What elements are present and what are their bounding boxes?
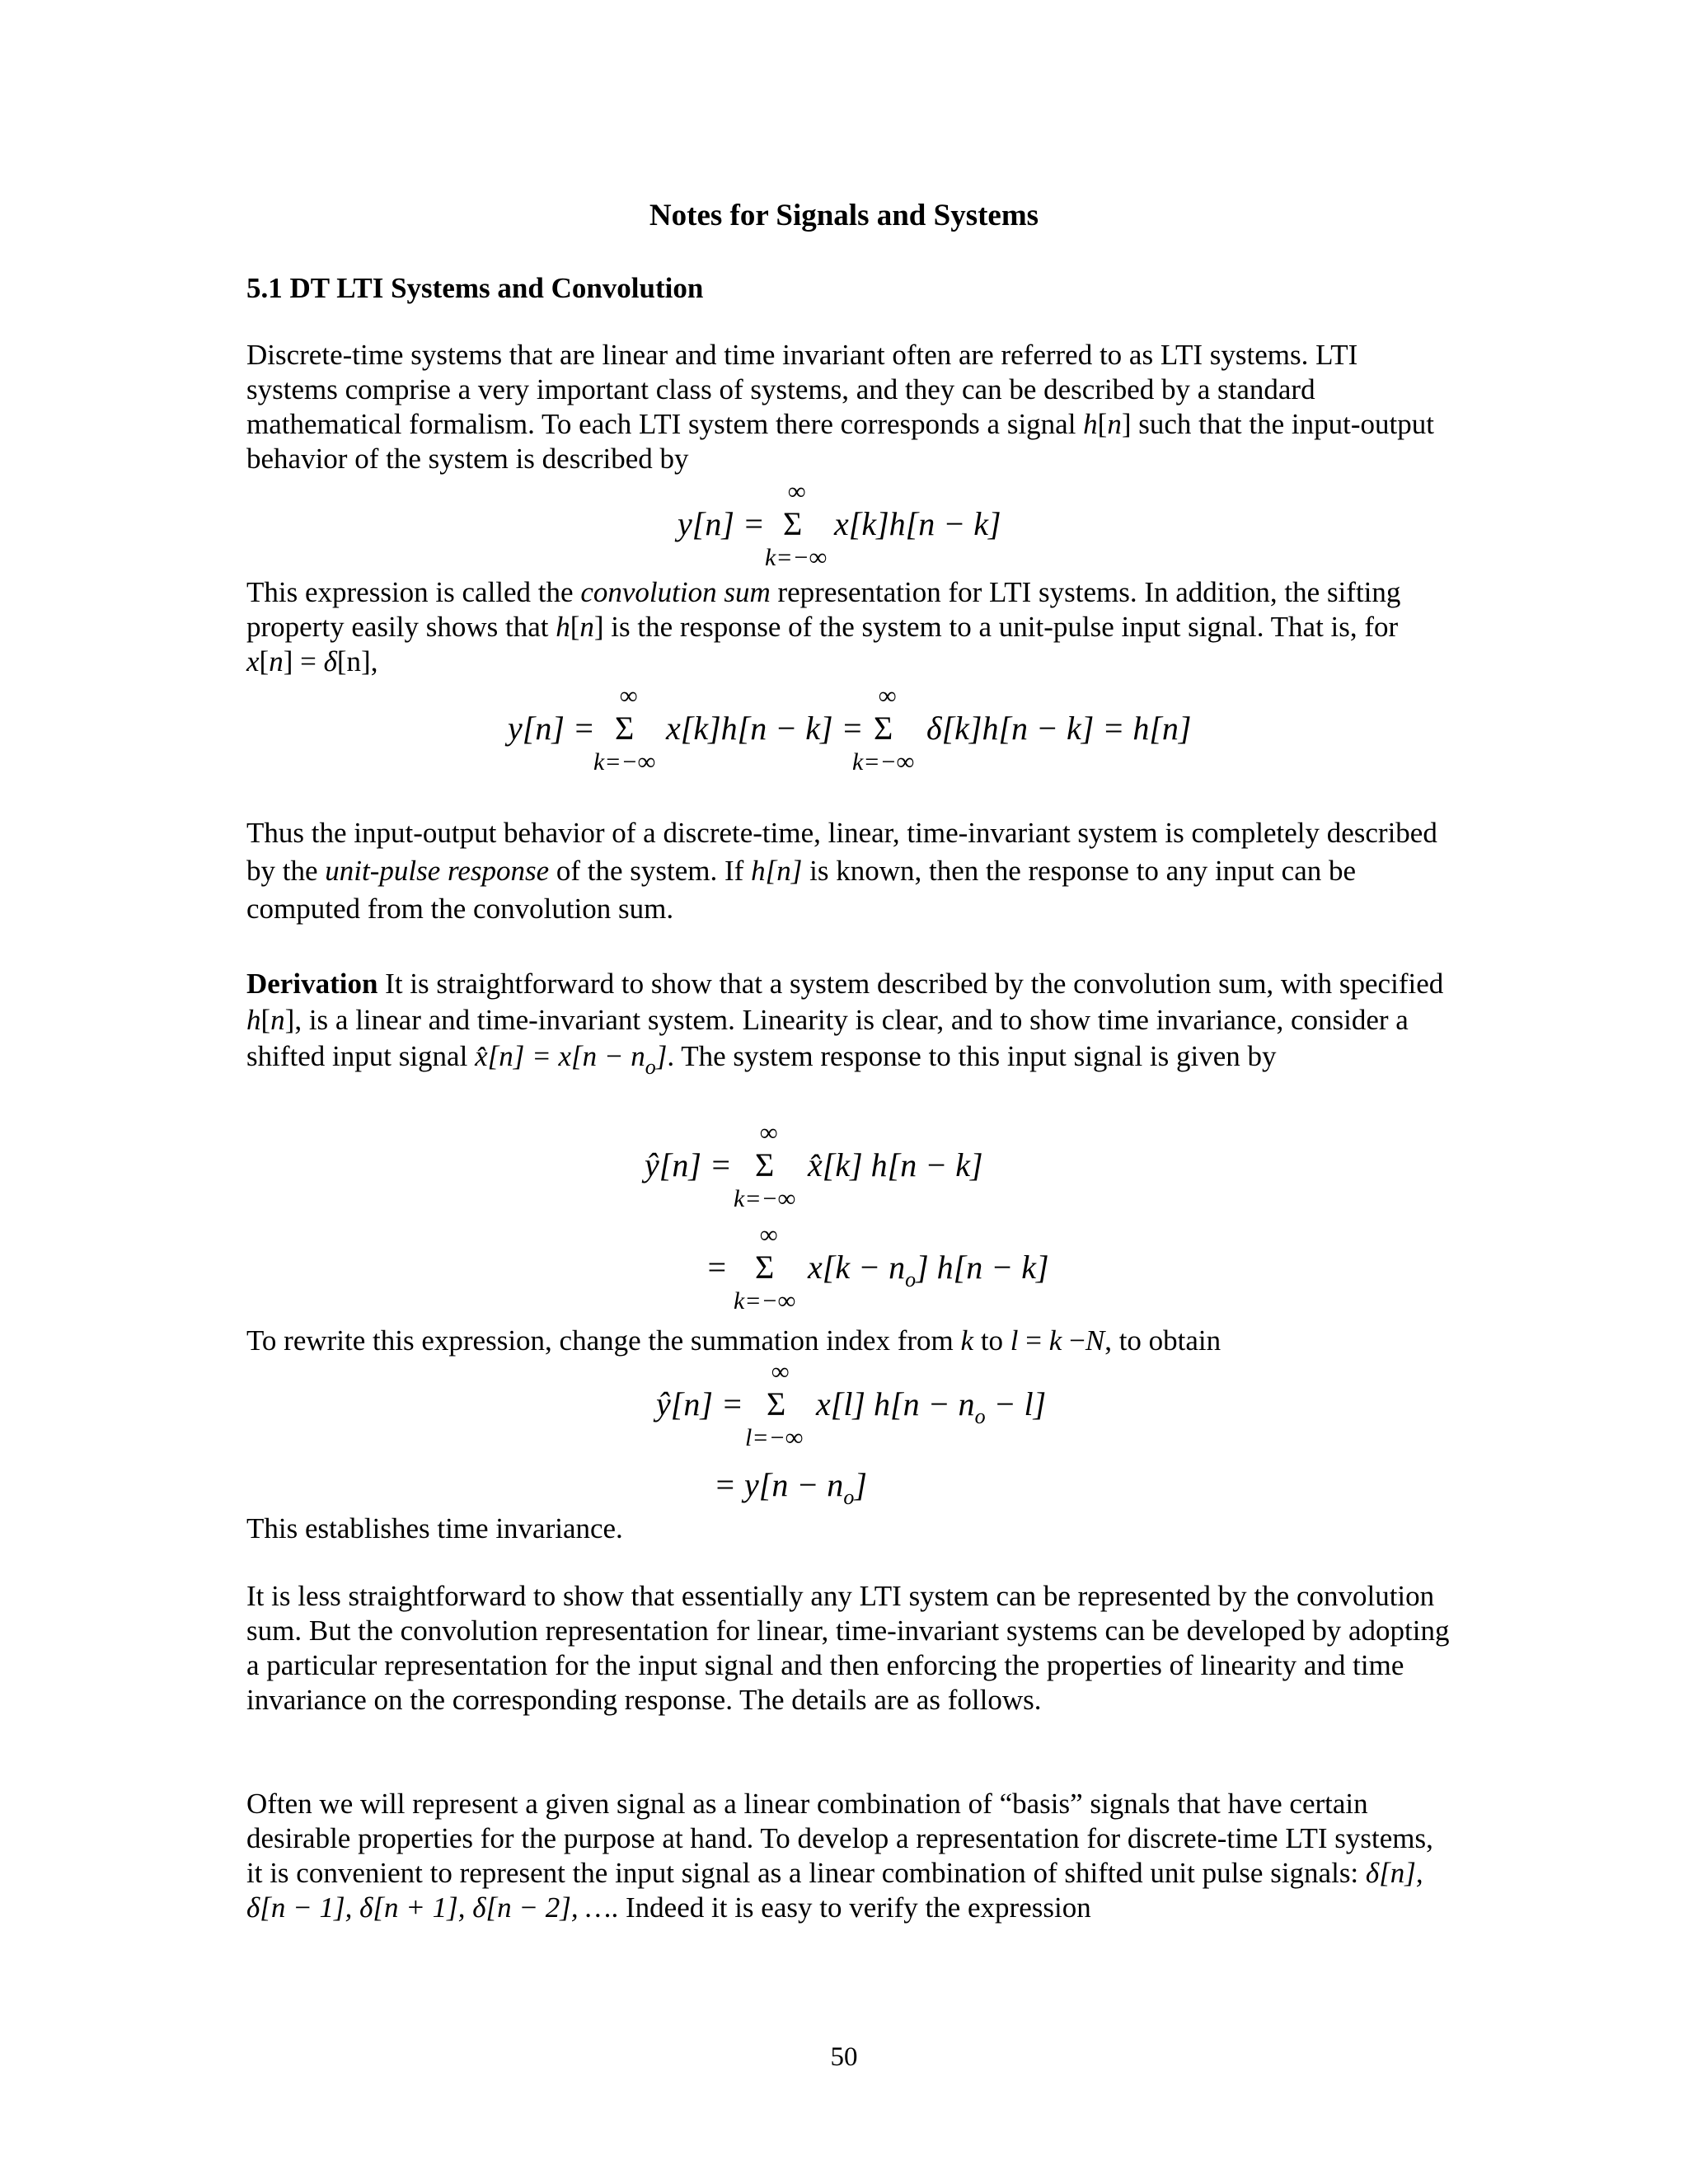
eq2-sum2-top: ∞ (879, 682, 897, 710)
para8-text-2: . Indeed it is easy to verify the expression (611, 1891, 1091, 1924)
page-title: Notes for Signals and Systems (649, 199, 1039, 232)
eq2-rhs: δ[k]h[n − k] = h[n] (926, 710, 1192, 747)
paragraph-unit-pulse-response (246, 814, 1450, 928)
para2-text-3: is the response of the system to a unit-pulse input signal. That is, for (603, 611, 1399, 643)
para2-n: n (579, 611, 594, 643)
intro-paragraph: Discrete-time systems that are linear and time invariant often are referred to as LTI systems. LTI systems comprise a very important class of systems, and they can be described by a standard mathematical formalism. To each LTI system there corresponds a signal h[n] such that the input-output behavior of the system is described by (246, 339, 1434, 475)
para4-h: h (246, 1004, 261, 1036)
eq4-rhs-1b: − l] (985, 1385, 1047, 1422)
paragraph-derivation: Derivation It is straightforward to show that a system described by the convolution sum, with specified h[n], is a linear and time-invariant system. Linearity is clear, and to show time invariance, consider a shifted input signal x̂[n] = $x[n - n_o]$. The system response to this input signal is given by (246, 968, 1444, 1079)
eq2-sum1-bottom: k=−∞ (593, 748, 656, 776)
para4-n: n (270, 1004, 285, 1036)
eq4-rhs-2 (714, 1465, 867, 1510)
para2-n2: n (269, 645, 284, 677)
eq1-sum-top: ∞ (788, 478, 806, 505)
para3-h: h[n] (751, 855, 803, 887)
para5-N: N (1085, 1324, 1105, 1357)
derivation-label: Derivation (246, 968, 378, 1000)
eq2-sum2-bottom: k=−∞ (852, 748, 915, 776)
para2-h: h (556, 611, 570, 643)
eq3-eqsign: = (706, 1249, 728, 1286)
eq4-rhs-1a: x[l] h[n − n (816, 1385, 975, 1422)
intro-h: h (1083, 408, 1098, 440)
section-heading: 5.1 DT LTI Systems and Convolution (246, 272, 704, 304)
eq4-rhs-1 (816, 1385, 1046, 1429)
eq3-rhs-2b: ] h[n − k] (916, 1249, 1049, 1286)
paragraph-establishes: This establishes time invariance. (246, 1512, 623, 1544)
para5-text-1: To rewrite this expression, change the summation index from (246, 1324, 961, 1357)
para4-text-2: , is a linear and time-invariant system. Linearity is clear, and to show time invariance, consider a shifted input signal (246, 1004, 1409, 1072)
eq4-sum-top: ∞ (771, 1358, 790, 1385)
para5-k: k (960, 1324, 974, 1357)
eq4-rhs-2b: ] (854, 1466, 867, 1503)
para5-l: l (1010, 1324, 1019, 1357)
paragraph-less-straightforward: It is less straightforward to show that essentially any LTI system can be represented by the convolution sum. But the convolution representation for linear, time-invariant systems can be developed by adopting a particular representation for the input signal and then enforcing the properties of linearity and time invariance on the corresponding response. The details are as follows. (246, 1580, 1450, 1716)
para4-inline-eq-sub: o (645, 1055, 656, 1079)
page-number: 50 (830, 2042, 858, 2072)
eq3-sum1-top: ∞ (760, 1119, 778, 1146)
eq3-rhs-2a: x[k − n (808, 1249, 906, 1286)
eq1-sigma: Σ (783, 505, 803, 542)
para8-inline-eq: δ[n], δ[n − 1], δ[n + 1], δ[n − 2], … (246, 1857, 1423, 1924)
para3-text-2: of the system. If (549, 855, 752, 887)
para2-x: x (246, 645, 260, 677)
eq1-rhs: x[k]h[n − k] (834, 505, 1001, 542)
eq4-lhs: ŷ[n] = (656, 1385, 743, 1422)
eq1-lhs: y[n] = (678, 505, 765, 542)
para5-text-5: , to obtain (1104, 1324, 1221, 1357)
intro-text-2: such that the input-output behavior of the system is described by (246, 408, 1434, 475)
term-unit-pulse-response: unit-pulse response (325, 855, 550, 887)
paragraph-basis-signals (246, 1787, 1450, 1925)
eq3-sum1-bottom: k=−∞ (734, 1185, 796, 1212)
paragraph-change-index (246, 1324, 1450, 1358)
eq4-rhs-1-sub: o (974, 1404, 986, 1428)
para5-k2: k (1048, 1324, 1062, 1357)
paragraph-convolution-sum: This expression is called the convolution sum representation for LTI systems. In addition, the sifting property easily shows that h[n] is the response of the system to a unit-pulse input signal. That is, for x[n] = δ[n], (246, 576, 1401, 677)
eq3-sigma-2: Σ (755, 1249, 775, 1286)
para4-text-3: . The system response to this input signal is given by (667, 1040, 1277, 1072)
eq3-lhs: ŷ[n] = (645, 1146, 732, 1183)
para3-text-1: Thus the input-output behavior of a discrete-time, linear, time-invariant system is completely described by the (246, 817, 1437, 887)
eq1-sum-bottom: k=−∞ (765, 544, 828, 571)
para4-text-1: It is straightforward to show that a system described by the convolution sum, with specified (377, 968, 1444, 1000)
eq3-rhs-1: x̂[k] h[n − k] (808, 1146, 983, 1183)
eq2-sigma-2: Σ (874, 710, 893, 747)
para2-text-2: representation for LTI systems. In addition, the sifting property easily shows that (246, 576, 1401, 643)
para8-text-1: Often we will represent a given signal as a linear combination of “basis” signals that have certain desirable properties for the purpose at hand. To develop a representation for discrete-time LTI systems, it is convenient to represent the input signal as a linear combination of shifted unit pulse signals: (246, 1788, 1433, 1889)
para5-text-2: to (973, 1324, 1010, 1357)
eq4-rhs-2-sub: o (843, 1485, 855, 1509)
eq3-sum2-top: ∞ (760, 1221, 778, 1249)
eq3-rhs-2 (808, 1248, 1049, 1292)
term-convolution-sum: convolution sum (580, 576, 771, 608)
intro-text-1: Discrete-time systems that are linear and time invariant often are referred to as LTI systems. LTI systems comprise a very important class of systems, and they can be described by a standard mathematical formalism. To each LTI system there corresponds a signal (246, 339, 1358, 440)
para2-text-5: [n], (336, 645, 378, 677)
para3-text-3: is known, then the response to any input can be computed from the convolution sum. (246, 855, 1357, 925)
para4-inline-eq-end: ] (655, 1040, 668, 1072)
para2-text-4: = (293, 645, 324, 677)
eq2-mid: x[k]h[n − k] = (666, 710, 864, 747)
eq3-sigma-1: Σ (755, 1146, 775, 1183)
eq4-rhs-2a: = y[n − n (714, 1466, 844, 1503)
eq2-lhs: y[n] = (508, 710, 595, 747)
para5-text-3: = (1018, 1324, 1049, 1357)
eq2-sigma-1: Σ (615, 710, 635, 747)
eq4-sum-bottom: l=−∞ (745, 1424, 804, 1451)
eq2-sum1-top: ∞ (620, 682, 638, 710)
para4-inline-eq: x̂[n] = x[n − n (475, 1040, 645, 1072)
para5-text-4: − (1062, 1324, 1085, 1357)
eq3-sum2-bottom: k=−∞ (734, 1287, 796, 1315)
eq3-rhs-2-sub: o (905, 1268, 917, 1291)
intro-n: n (1107, 408, 1122, 440)
para2-delta: δ (323, 645, 337, 677)
para2-text-1: This expression is called the (246, 576, 581, 608)
eq4-sigma: Σ (767, 1385, 786, 1422)
